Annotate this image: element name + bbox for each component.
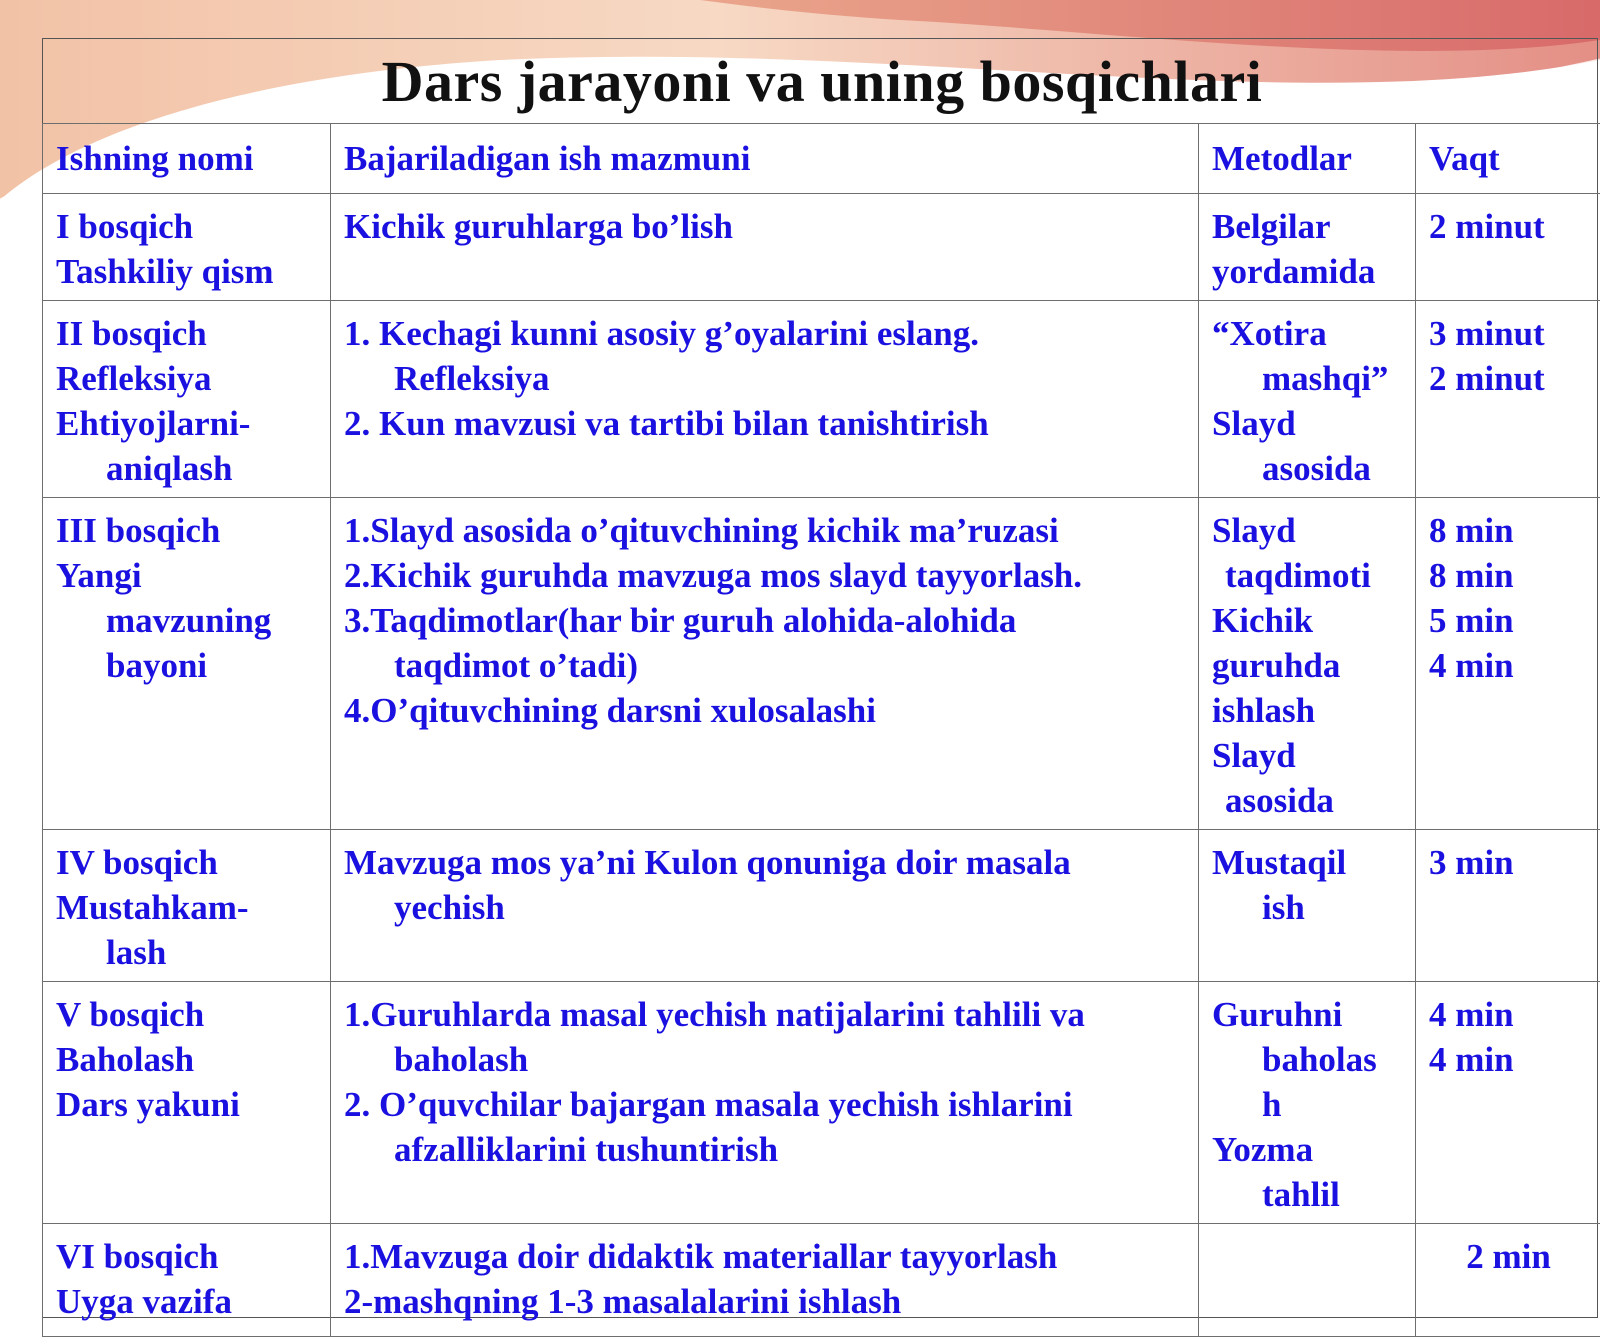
stage-cell [43,194,331,301]
time-cell [1416,301,1600,498]
stage-cell [43,498,331,830]
content-line: 2-mashqning 1-3 masalalarini ishlash [344,1279,1186,1324]
stage-line: mavzuning [56,598,318,643]
content-line: 4.O’qituvchining darsni xulosalashi [344,688,1186,733]
time-line: 5 min [1429,598,1588,643]
time-line: 8 min [1429,508,1588,553]
time-line: 8 min [1429,553,1588,598]
stage-line: III bosqich [56,508,318,553]
methods-cell [1199,301,1416,498]
stage-line: Refleksiya [56,356,318,401]
method-line: asosida [1212,778,1403,823]
content-line: yechish [344,885,1186,930]
content-line: 2. Kun mavzusi va tartibi bilan tanishtirish [344,401,1186,446]
method-line: “Xotira [1212,311,1403,356]
methods-cell [1199,830,1416,982]
method-line: taqdimoti [1212,553,1403,598]
header-content: Bajariladigan ish mazmuni [331,124,1199,194]
method-line: mashqi” [1212,356,1403,401]
lesson-plan-table [42,123,1600,1337]
time-line: 4 min [1429,643,1588,688]
content-line: 1. Kechagi kunni asosiy g’oyalarini eslang. [344,311,1186,356]
stage-line: aniqlash [56,446,318,491]
content-line: 1.Guruhlarda masal yechish natijalarini tahlili va [344,992,1186,1037]
stage-line: Dars yakuni [56,1082,318,1127]
time-line: 4 min [1429,992,1588,1037]
time-line: 3 min [1429,840,1588,885]
stage-line: Mustahkam- [56,885,318,930]
content-line: baholash [344,1037,1186,1082]
table-row [43,301,1600,498]
stage-line: Baholash [56,1037,318,1082]
table-row [43,498,1600,830]
content-line: 1.Mavzuga doir didaktik materiallar tayyorlash [344,1234,1186,1279]
content-cell [331,301,1199,498]
table-row [43,982,1600,1224]
time-line: 4 min [1429,1037,1588,1082]
content-line: afzalliklarini tushuntirish [344,1127,1186,1172]
time-cell [1416,498,1600,830]
method-line: Slayd [1212,508,1403,553]
methods-cell [1199,498,1416,830]
time-line: 2 minut [1429,356,1588,401]
method-line: Mustaqil [1212,840,1403,885]
method-line: guruhda [1212,643,1403,688]
time-line: 3 minut [1429,311,1588,356]
stage-line: bayoni [56,643,318,688]
method-line: Kichik [1212,598,1403,643]
content-line: 2. O’quvchilar bajargan masala yechish ishlarini [344,1082,1186,1127]
time-cell [1416,982,1600,1224]
content-cell [331,194,1199,301]
content-line: Refleksiya [344,356,1186,401]
time-cell [1416,194,1600,301]
stage-line: II bosqich [56,311,318,356]
method-line: yordamida [1212,249,1403,294]
time-cell [1416,830,1600,982]
method-line: ish [1212,885,1403,930]
methods-cell [1199,194,1416,301]
stage-cell [43,1224,331,1337]
content-cell [331,830,1199,982]
stage-line: VI bosqich [56,1234,318,1279]
stage-cell [43,982,331,1224]
stage-line: V bosqich [56,992,318,1037]
content-cell [331,498,1199,830]
stage-line: Tashkiliy qism [56,249,318,294]
header-time: Vaqt [1416,124,1600,194]
method-line: Slayd [1212,401,1403,446]
content-line: 3.Taqdimotlar(har bir guruh alohida-alohida [344,598,1186,643]
method-line: Guruhni [1212,992,1403,1037]
content-line: taqdimot o’tadi) [344,643,1186,688]
header-methods: Metodlar [1199,124,1416,194]
method-line: asosida [1212,446,1403,491]
content-line: Mavzuga mos ya’ni Kulon qonuniga doir masala [344,840,1186,885]
stage-line: Yangi [56,553,318,598]
methods-cell [1199,1224,1416,1337]
method-line: Belgilar [1212,204,1403,249]
method-line: Yozma [1212,1127,1403,1172]
time-line: 2 min [1429,1234,1588,1279]
stage-cell [43,830,331,982]
table-row [43,830,1600,982]
time-line: 2 minut [1429,204,1588,249]
stage-line: lash [56,930,318,975]
stage-cell [43,301,331,498]
slide-title: Dars jarayoni va uning bosqichlari [42,48,1600,115]
table-row [43,194,1600,301]
methods-cell [1199,982,1416,1224]
table-row [43,1224,1600,1337]
time-cell [1416,1224,1600,1337]
table-header-row [43,124,1600,194]
content-cell [331,1224,1199,1337]
content-line: 1.Slayd asosida o’qituvchining kichik ma’ruzasi [344,508,1186,553]
method-line: baholas [1212,1037,1403,1082]
header-work-name: Ishning nomi [43,124,331,194]
stage-line: Ehtiyojlarni- [56,401,318,446]
content-line: Kichik guruhlarga bo’lish [344,204,1186,249]
stage-line: IV bosqich [56,840,318,885]
method-line: Slayd [1212,733,1403,778]
method-line: h [1212,1082,1403,1127]
content-cell [331,982,1199,1224]
method-line: tahlil [1212,1172,1403,1217]
stage-line: I bosqich [56,204,318,249]
content-line: 2.Kichik guruhda mavzuga mos slayd tayyorlash. [344,553,1186,598]
method-line: ishlash [1212,688,1403,733]
stage-line: Uyga vazifa [56,1279,318,1324]
